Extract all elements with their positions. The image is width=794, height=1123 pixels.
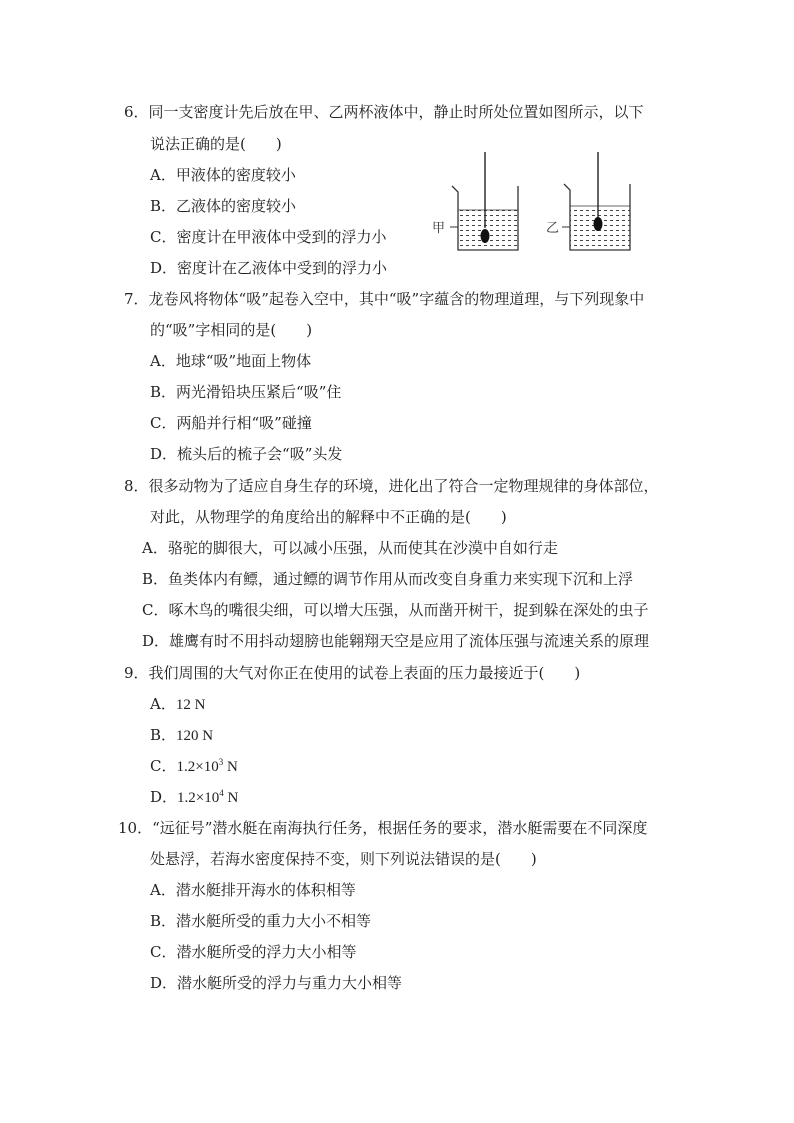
q9-option-b: [150, 725, 213, 746]
q6-option-c: C．密度计在甲液体中受到的浮力小: [150, 228, 387, 246]
hydrometer-yi-bulb: [594, 217, 603, 231]
q7-option-d: D．梳头后的梳子会“吸”头发: [150, 445, 343, 463]
q9-option-d-base: 1.2×10: [177, 790, 220, 806]
q8-option-c: C．啄木鸟的嘴很尖细，可以增大压强，从而凿开树干，捉到躲在深处的虫子: [142, 601, 649, 619]
q10-option-d: D．潜水艇所受的浮力与重力大小相等: [150, 974, 403, 992]
hydrometer-figure: [430, 148, 645, 260]
q10-option-c: C．潜水艇所受的浮力大小相等: [150, 943, 357, 961]
q6-stem-line1: 6．同一支密度计先后放在甲、乙两杯液体中，静止时所处位置如图所示，以下: [124, 103, 644, 121]
q9-stem-line1: 9．我们周围的大气对你正在使用的试卷上表面的压力最接近于( ): [124, 664, 581, 682]
q9-option-a-value: 12 N: [175, 697, 206, 713]
q10-option-b: B．潜水艇所受的重力大小不相等: [150, 912, 372, 930]
q9-option-d: [150, 787, 238, 808]
q8-stem-line1: 8．很多动物为了适应自身生存的环境，进化出了符合一定物理规律的身体部位，: [124, 477, 659, 495]
label-jia: 甲: [432, 221, 446, 236]
q6-stem-line2: 说法正确的是( ): [150, 135, 282, 153]
q10-option-a: A．潜水艇排开海水的体积相等: [150, 881, 356, 899]
q8-stem-line2: 对此，从物理学的角度给出的解释中不正确的是( ): [150, 508, 507, 526]
q6-option-a: A．甲液体的密度较小: [150, 166, 296, 184]
q9-option-d-unit: N: [223, 790, 239, 806]
beaker-jia: [432, 152, 518, 250]
q10-stem-line2: 处悬浮，若海水密度保持不变，则下列说法错误的是( ): [150, 850, 537, 868]
q7-stem-line2: 的“吸”字相同的是( ): [150, 321, 313, 339]
liquid-jia: [458, 210, 518, 250]
q9-option-a: [150, 694, 205, 715]
q6-option-d: D．密度计在乙液体中受到的浮力小: [150, 259, 388, 277]
q8-option-b: B．鱼类体内有鳔，通过鳔的调节作用从而改变自身重力来实现下沉和上浮: [142, 570, 634, 588]
q9-option-c-unit: N: [223, 759, 238, 775]
q7-option-a: A．地球“吸”地面上物体: [150, 352, 312, 370]
q9-option-d-prefix: D．: [150, 788, 178, 806]
q6-option-b: B．乙液体的密度较小: [150, 197, 297, 215]
hydrometer-jia-bulb: [481, 229, 490, 243]
q9-option-b-prefix: B．: [150, 726, 177, 744]
q9-option-c-prefix: C．: [150, 757, 177, 775]
q8-option-a: A．骆驼的脚很大，可以减小压强，从而使其在沙漠中自如行走: [142, 539, 558, 557]
q8-option-d: D．雄鹰有时不用抖动翅膀也能翱翔天空是应用了流体压强与流速关系的原理: [142, 632, 650, 650]
q7-option-c: C．两船并行相“吸”碰撞: [150, 414, 312, 432]
q10-stem-line1: 10．“远征号”潜水艇在南海执行任务，根据任务的要求，潜水艇需要在不同深度: [118, 819, 648, 837]
q9-option-b-value: 120 N: [176, 728, 214, 744]
label-yi: 乙: [546, 221, 560, 236]
q7-stem-line1: 7．龙卷风将物体“吸”起卷入空中，其中“吸”字蕴含的物理道理，与下列现象中: [124, 290, 645, 308]
q9-option-c-exponent: 3: [218, 757, 224, 767]
q9-option-a-prefix: A．: [150, 695, 176, 713]
beaker-yi: [546, 152, 630, 250]
q9-option-c: [150, 756, 238, 777]
q9-option-c-base: 1.2×10: [176, 759, 219, 775]
q9-option-d-exponent: 4: [219, 788, 224, 798]
q7-option-b: B．两光滑铅块压紧后“吸”住: [150, 383, 342, 401]
